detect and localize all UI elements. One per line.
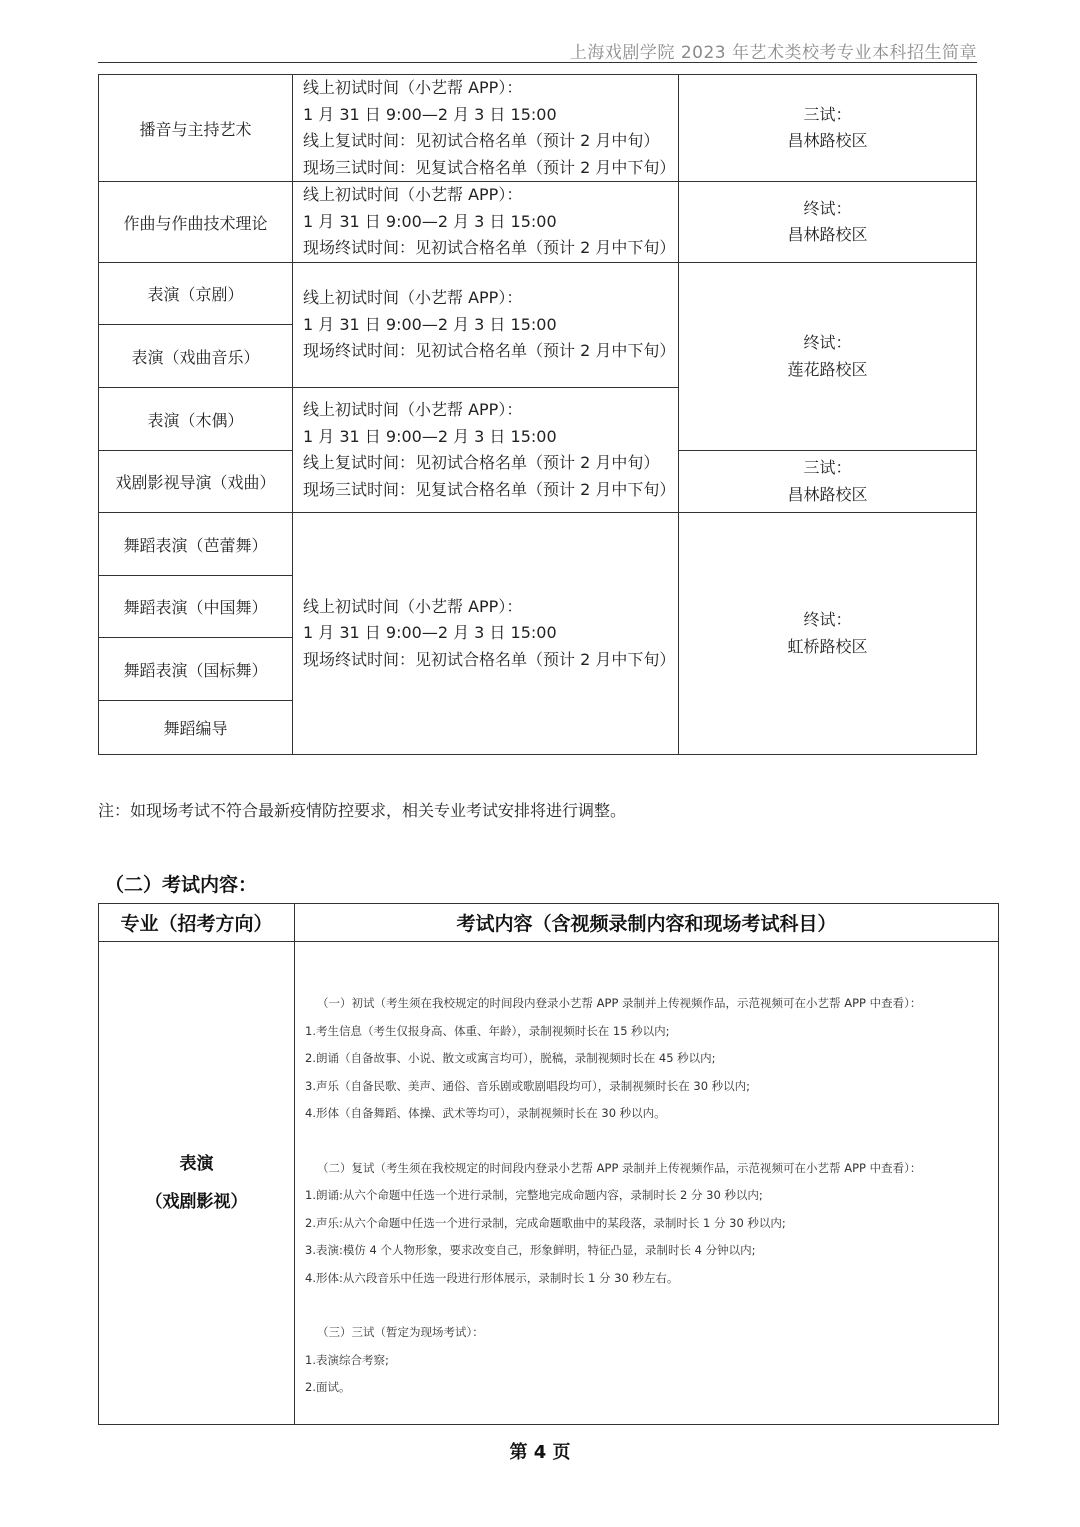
- campus-name: 昌林路校区: [787, 225, 868, 244]
- page-number: 第 4 页: [509, 1442, 571, 1463]
- list-item: 1.朗诵:从六个命题中任选一个进行录制，完整地完成命题内容，录制时长 2 分 30 秒以内;: [305, 1188, 763, 1202]
- time-line: 现场终试时间：见初试合格名单（预计 2 月中下旬）: [303, 341, 676, 361]
- time-cell: [293, 513, 679, 755]
- second-title: （二）复试（考生须在我校规定的时间段内登录小艺帮 APP 录制并上传视频作品，示范视频可在小艺帮 APP 中查看）：: [317, 1160, 922, 1175]
- prelim-title: （一）初试（考生须在我校规定的时间段内登录小艺帮 APP 录制并上传视频作品，示范视频可在小艺帮 APP 中查看）：: [317, 996, 922, 1010]
- time-line: 1 月 31 日 9:00—2 月 3 日 15:00: [303, 623, 557, 643]
- location-cell: [679, 182, 977, 263]
- content-table: [98, 903, 999, 1425]
- exam-stage: 终试：: [803, 333, 852, 352]
- list-item: 2.朗诵（自备故事、小说、散文或寓言均可），脱稿，录制视频时长在 45 秒以内;: [305, 1051, 716, 1065]
- list-item: 4.形体:从六段音乐中任选一段进行形体展示，录制时长 1 分 30 秒左右。: [305, 1270, 679, 1285]
- major-cell: 作曲与作曲技术理论: [99, 182, 293, 263]
- major-cell: 播音与主持艺术: [99, 75, 293, 182]
- list-item: 2.面试。: [305, 1380, 351, 1394]
- major-cell: [99, 942, 295, 1425]
- exam-stage: 终试：: [803, 198, 852, 218]
- time-cell: [293, 182, 679, 263]
- time-cell: [293, 263, 679, 388]
- schedule-table: [98, 74, 977, 755]
- time-line: 线上复试时间：见初试合格名单（预计 2 月中旬）: [303, 131, 660, 150]
- table-row: [99, 513, 977, 576]
- time-line: 现场三试时间：见复试合格名单（预计 2 月中下旬）: [303, 479, 676, 499]
- table-row: [99, 75, 977, 182]
- table-row: [99, 182, 977, 263]
- time-cell: [293, 388, 679, 513]
- major-direction: （戏剧影视）: [145, 1192, 248, 1212]
- time-line: 1 月 31 日 9:00—2 月 3 日 15:00: [303, 426, 557, 446]
- campus-name: 昌林路校区: [787, 484, 868, 504]
- major-cell: 表演（戏曲音乐）: [99, 325, 293, 388]
- table-row: [99, 263, 977, 325]
- major-cell: 舞蹈表演（国标舞）: [99, 638, 293, 701]
- header-rule: [98, 62, 977, 63]
- time-line: 1 月 31 日 9:00—2 月 3 日 15:00: [303, 211, 557, 231]
- list-item: 4.形体（自备舞蹈、体操、武术等均可），录制视频时长在 30 秒以内。: [305, 1106, 666, 1120]
- time-line: 1 月 31 日 9:00—2 月 3 日 15:00: [303, 314, 557, 334]
- time-line: 现场三试时间：见复试合格名单（预计 2 月中下旬）: [303, 157, 676, 177]
- note-text: 注：如现场考试不符合最新疫情防控要求，相关专业考试安排将进行调整。: [98, 801, 627, 820]
- content-cell: [295, 942, 999, 1425]
- third-title: （三）三试（暂定为现场考试）：: [317, 1325, 484, 1339]
- campus-name: 虹桥路校区: [787, 636, 868, 656]
- time-line: 线上复试时间：见初试合格名单（预计 2 月中旬）: [303, 453, 660, 472]
- list-item: 3.声乐（自备民歌、美声、通俗、音乐剧或歌剧唱段均可），录制视频时长在 30 秒以内;: [305, 1078, 751, 1093]
- major-cell: 表演（京剧）: [99, 263, 293, 325]
- list-item: 1.考生信息（考生仅报身高、体重、年龄），录制视频时长在 15 秒以内;: [305, 1023, 670, 1038]
- table-header-row: [99, 904, 999, 942]
- header-major: 专业（招考方向）: [99, 904, 295, 942]
- major-cell: 表演（木偶）: [99, 388, 293, 451]
- exam-stage: 三试：: [803, 458, 852, 477]
- location-cell: [679, 75, 977, 182]
- time-line: 1 月 31 日 9:00—2 月 3 日 15:00: [303, 104, 557, 124]
- major-name: 表演: [179, 1154, 214, 1174]
- list-item: 1.表演综合考察;: [305, 1352, 389, 1367]
- section-title: （二）考试内容：: [105, 874, 258, 896]
- major-cell: 舞蹈表演（芭蕾舞）: [99, 513, 293, 576]
- location-cell: [679, 513, 977, 755]
- campus-name: 昌林路校区: [787, 131, 868, 150]
- table-row: [99, 942, 999, 1425]
- time-line: 线上初试时间（小艺帮 APP）：: [303, 185, 523, 205]
- time-line: 线上初试时间（小艺帮 APP）：: [303, 596, 523, 616]
- major-cell: 舞蹈编导: [99, 701, 293, 755]
- location-cell: [679, 451, 977, 513]
- list-item: 3.表演:模仿 4 个人物形象，要求改变自己，形象鲜明，特征凸显，录制时长 4 分钟以内;: [305, 1243, 756, 1257]
- major-cell: 戏剧影视导演（戏曲）: [99, 451, 293, 513]
- header-title: 上海戏剧学院 2023 年艺术类校考专业本科招生简章: [569, 43, 977, 63]
- campus-name: 莲花路校区: [787, 359, 868, 379]
- time-line: 现场终试时间：见初试合格名单（预计 2 月中下旬）: [303, 238, 676, 258]
- time-line: 现场终试时间：见初试合格名单（预计 2 月中下旬）: [303, 649, 676, 669]
- time-line: 线上初试时间（小艺帮 APP）：: [303, 78, 523, 97]
- exam-stage: 三试：: [803, 104, 852, 124]
- time-line: 线上初试时间（小艺帮 APP）：: [303, 400, 523, 419]
- time-line: 线上初试时间（小艺帮 APP）：: [303, 288, 523, 308]
- time-cell: [293, 75, 679, 182]
- location-cell: [679, 263, 977, 451]
- header-content: 考试内容（含视频录制内容和现场考试科目）: [295, 904, 999, 942]
- exam-stage: 终试：: [803, 610, 852, 629]
- list-item: 2.声乐:从六个命题中任选一个进行录制，完成命题歌曲中的某段落，录制时长 1 分 30 秒以内;: [305, 1215, 786, 1230]
- major-cell: 舞蹈表演（中国舞）: [99, 576, 293, 638]
